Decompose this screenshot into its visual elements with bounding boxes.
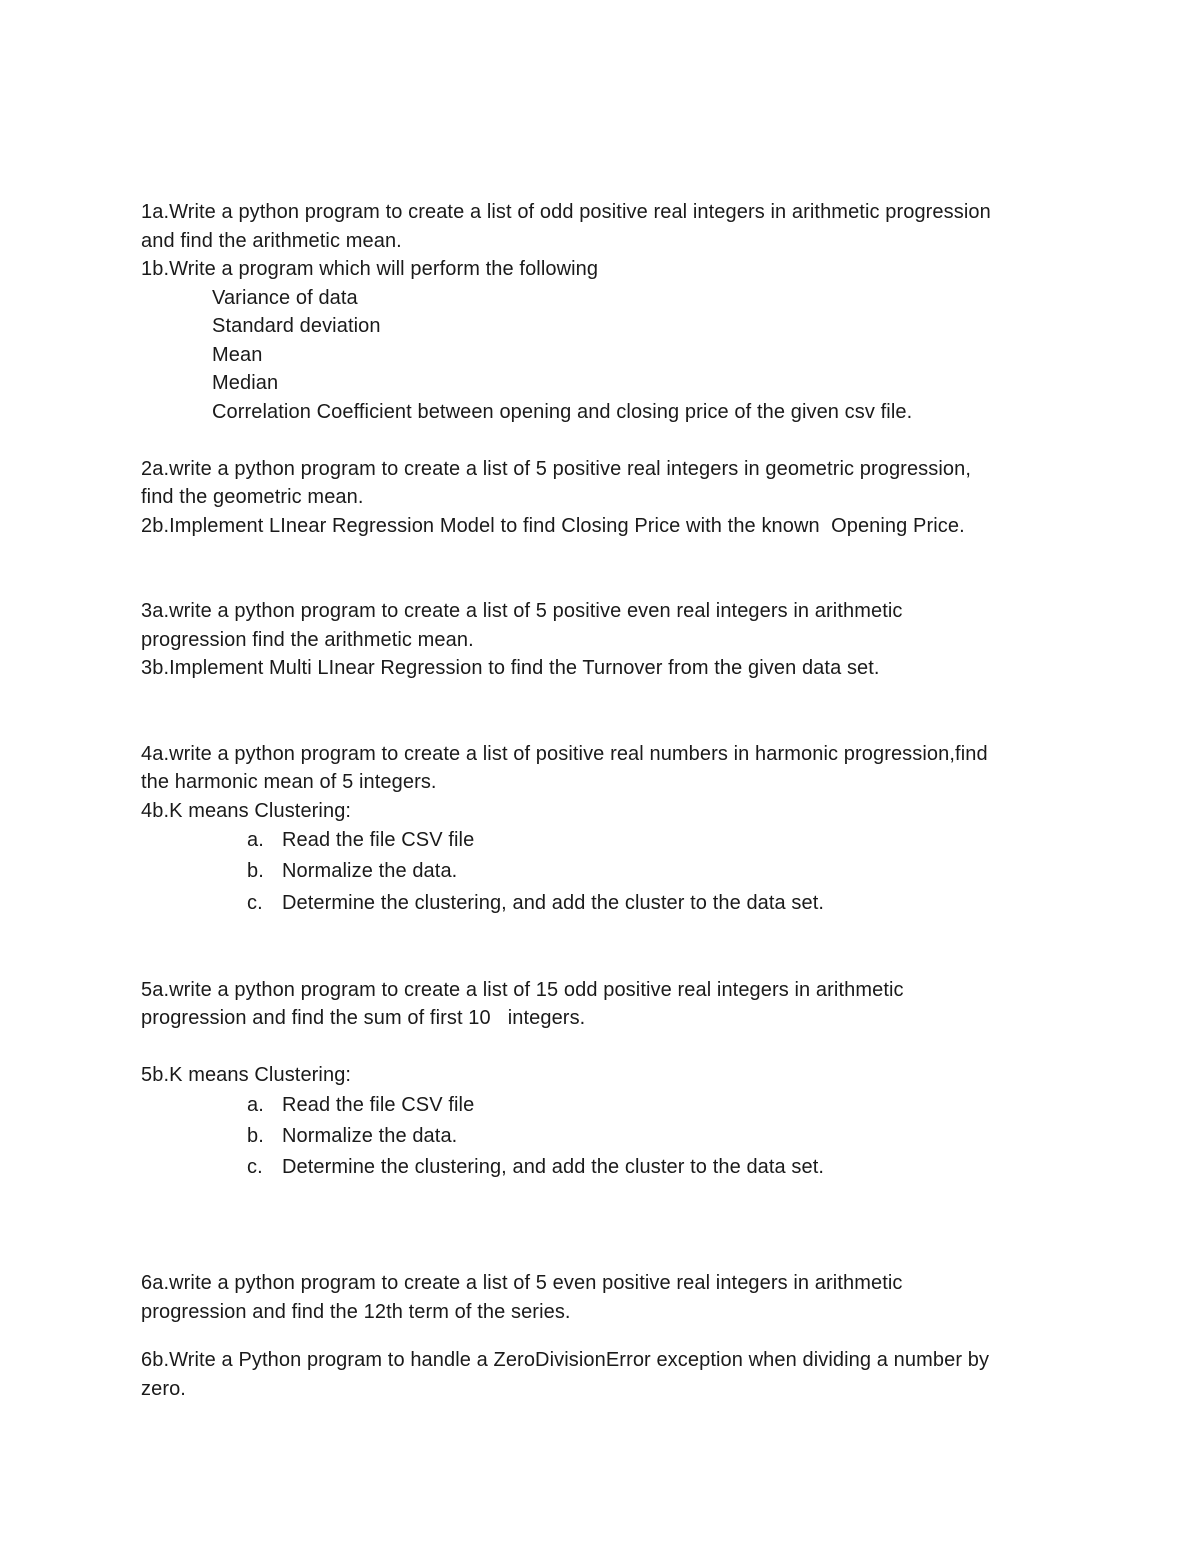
question-2a-line-2: find the geometric mean. [141, 486, 364, 508]
list-item-text: Normalize the data. [282, 1125, 458, 1148]
question-4b-heading: 4b.K means Clustering: [141, 799, 352, 822]
list-item [141, 1152, 1061, 1183]
question-4b-list [141, 825, 1061, 919]
question-1b-item: Variance of data [212, 286, 358, 309]
spacer [141, 919, 1061, 976]
question-6a-line-2: progression and find the 12th term of the series. [141, 1300, 571, 1323]
list-item [141, 856, 1061, 887]
question-1a-line-2: and find the arithmetic mean. [141, 229, 402, 252]
question-2b [141, 512, 1061, 541]
question-1b-item: Correlation Coefficient between opening and closing price of the given csv file. [212, 400, 913, 423]
question-4b [141, 797, 1061, 919]
question-6a-line-1: 6a.write a python program to create a list of 5 even positive real integers in arithmetic [141, 1272, 903, 1295]
list-item [141, 825, 1061, 856]
question-1b-item: Median [212, 372, 279, 394]
list-item-text: Normalize the data. [282, 860, 458, 883]
list-item-text: Read the file CSV file [282, 829, 475, 851]
question-1b-item: Mean [212, 343, 263, 366]
question-4a-line-2: the harmonic mean of 5 integers. [141, 771, 437, 793]
list-marker: a. [247, 829, 264, 851]
list-marker: a. [247, 1093, 264, 1116]
spacer [141, 1184, 1061, 1270]
question-3a-line-1: 3a.write a python program to create a list of 5 positive even real integers in arithmetic [141, 600, 903, 622]
list-marker: b. [247, 1125, 264, 1148]
question-2b-line-1: 2b.Implement LInear Regression Model to find Closing Price with the known Opening Price. [141, 514, 965, 537]
list-item [141, 888, 1061, 919]
spacer [141, 426, 1061, 455]
list-item-text: Determine the clustering, and add the cluster to the data set. [282, 891, 825, 914]
question-3b [141, 654, 1061, 683]
question-5b [141, 1061, 1061, 1183]
list-item-text: Determine the clustering, and add the cluster to the data set. [282, 1156, 825, 1179]
question-1a [141, 198, 1061, 255]
question-2a [141, 455, 1061, 512]
question-1b [141, 255, 1061, 426]
question-6b-line-2: zero. [141, 1377, 186, 1400]
spacer [141, 683, 1061, 740]
question-1b-heading: 1b.Write a program which will perform the following [141, 258, 599, 280]
question-5b-list [141, 1090, 1061, 1184]
question-1a-line-1: 1a.Write a python program to create a list of odd positive real integers in arithmetic progression [141, 201, 991, 223]
question-5a-line-2: progression and find the sum of first 10 integers. [141, 1007, 586, 1030]
list-marker: c. [247, 1156, 263, 1179]
question-6b-line-1: 6b.Write a Python program to handle a ZeroDivisionError exception when dividing a number by [141, 1349, 990, 1372]
question-2a-line-1: 2a.write a python program to create a list of 5 positive real integers in geometric progression, [141, 457, 972, 480]
list-item [141, 1121, 1061, 1152]
question-3a [141, 597, 1061, 654]
question-5a-line-1: 5a.write a python program to create a list of 15 odd positive real integers in arithmetic [141, 978, 904, 1001]
list-item [141, 1090, 1061, 1121]
question-6a [141, 1269, 1061, 1326]
spacer [141, 1033, 1061, 1062]
spacer [141, 1326, 1061, 1346]
question-4a [141, 740, 1061, 797]
question-1b-item: Standard deviation [212, 315, 381, 337]
question-5a [141, 976, 1061, 1033]
list-marker: c. [247, 891, 263, 914]
question-4a-line-1: 4a.write a python program to create a list of positive real numbers in harmonic progression,find [141, 742, 988, 765]
question-6b [141, 1346, 1061, 1403]
question-3a-line-2: progression find the arithmetic mean. [141, 628, 474, 651]
document-body [141, 198, 1061, 1403]
question-3b-line-1: 3b.Implement Multi LInear Regression to find the Turnover from the given data set. [141, 657, 880, 679]
list-marker: b. [247, 860, 264, 883]
question-5b-heading: 5b.K means Clustering: [141, 1064, 352, 1087]
list-item-text: Read the file CSV file [282, 1093, 475, 1116]
spacer [141, 540, 1061, 597]
